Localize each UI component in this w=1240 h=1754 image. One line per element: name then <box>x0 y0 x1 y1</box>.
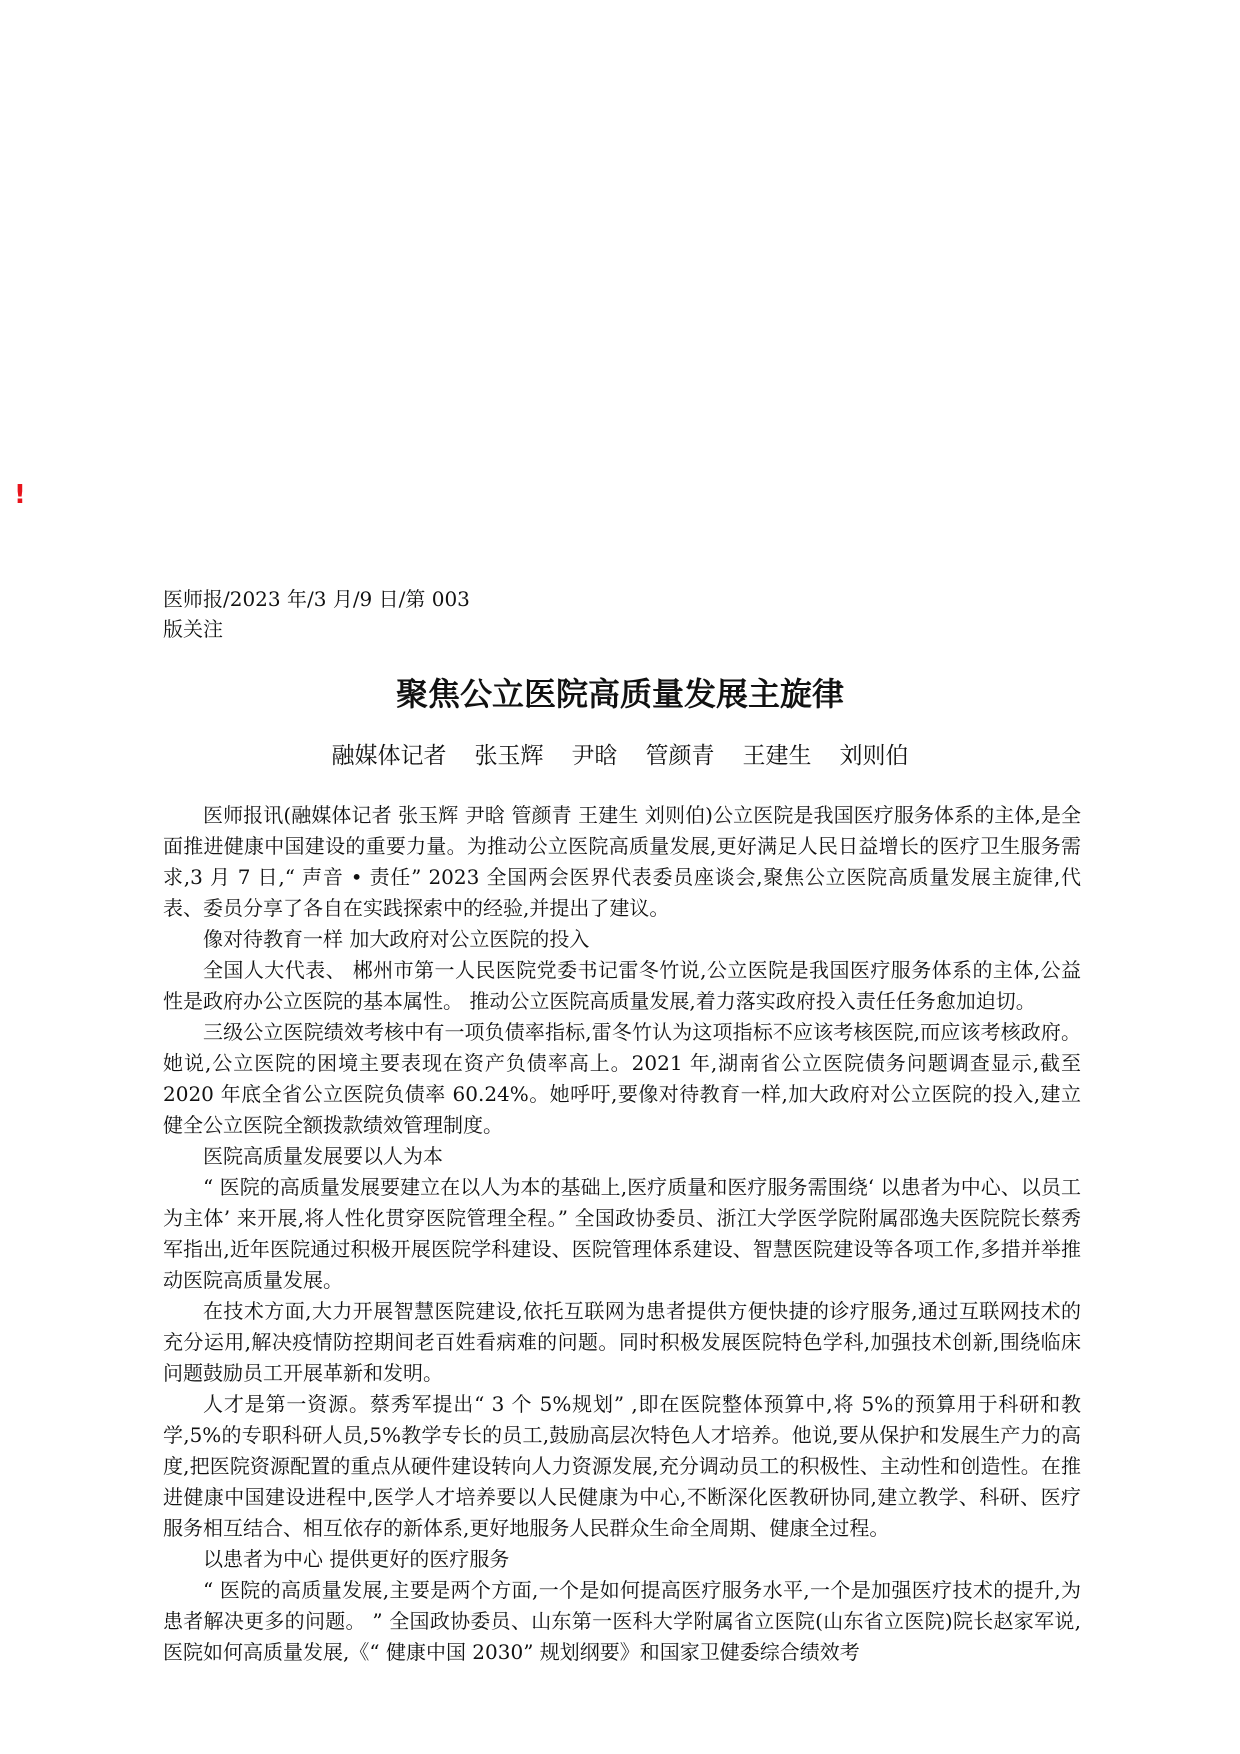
paragraph: 医师报讯(融媒体记者 张玉辉 尹晗 管颜青 王建生 刘则伯)公立医院是我国医疗服务体系的主体,是全面推进健康中国建设的重要力量。为推动公立医院高质量发展,更好满足人民日益增长的医疗卫生服务需求,3 月 7 日,“ 声音 • 责任” 2023 全国两会医界代表委员座谈会,聚焦公立医院高质量发展主旋律,代表、委员分享了各自在实践探索中的经验,并提出了建议。 <box>163 803 1081 920</box>
paragraph: “ 医院的高质量发展要建立在以人为本的基础上,医疗质量和医疗服务需围绕‘ 以患者为中心、以员工为主体’ 来开展,将人性化贯穿医院管理全程。” 全国政协委员、浙江大学医学院附属邵逸夫医院院长蔡秀军指出,近年医院通过积极开展医院学科建设、医院管理体系建设、智慧医院建设等各项工作,多措并举推动医院高质量发展。 <box>163 1175 1081 1292</box>
byline-author: 刘则伯 <box>839 743 909 769</box>
article-body <box>163 800 1081 1668</box>
byline-author: 王建生 <box>742 743 812 769</box>
byline <box>0 740 1240 772</box>
section-subhead: 像对待教育一样 加大政府对公立医院的投入 <box>203 927 590 951</box>
byline-author: 管颜青 <box>645 743 715 769</box>
article-meta <box>163 584 483 644</box>
paragraph: 人才是第一资源。蔡秀军提出“ 3 个 5%规划” ,即在医院整体预算中,将 5%的预算用于科研和教学,5%的专职科研人员,5%教学专长的员工,鼓励高层次特色人才培养。他说,要从保护和发展生产力的高度,把医院资源配置的重点从硬件建设转向人力资源发展,充分调动员工的积极性、主动性和创造性。在推进健康中国建设进程中,医学人才培养要以人民健康为中心,不断深化医教研协同,建立教学、科研、医疗服务相互结合、相互依存的新体系,更好地服务人民群众生命全周期、健康全过程。 <box>163 1392 1081 1540</box>
byline-author: 张玉辉 <box>474 743 544 769</box>
article-title: 聚焦公立医院高质量发展主旋律 <box>395 675 844 713</box>
byline-role: 融媒体记者 <box>331 743 447 769</box>
paragraph: 全国人大代表、 郴州市第一人民医院党委书记雷冬竹说,公立医院是我国医疗服务体系的主体,公益性是政府办公立医院的基本属性。 推动公立医院高质量发展,着力落实政府投入责任任务愈加迫切。 <box>163 958 1081 1013</box>
paragraph: 在技术方面,大力开展智慧医院建设,依托互联网为患者提供方便快捷的诊疗服务,通过互联网技术的充分运用,解决疫情防控期间老百姓看病难的问题。同时积极发展医院特色学科,加强技术创新,围绕临床问题鼓励员工开展革新和发明。 <box>163 1299 1081 1385</box>
red-exclamation-mark: ! <box>14 480 26 510</box>
section-subhead: 以患者为中心 提供更好的医疗服务 <box>203 1547 510 1571</box>
byline-author: 尹晗 <box>571 743 618 769</box>
section-subhead: 医院高质量发展要以人为本 <box>203 1144 443 1168</box>
paragraph: 三级公立医院绩效考核中有一项负债率指标,雷冬竹认为这项指标不应该考核医院,而应该考核政府。她说,公立医院的困境主要表现在资产负债率高上。2021 年,湖南省公立医院债务问题调查显示,截至 2020 年底全省公立医院负债率 60.24%。她呼吁,要像对待教育一样,加大政府对公立医院的投入,建立健全公立医院全额拨款绩效管理制度。 <box>163 1020 1081 1137</box>
section-line: 版关注 <box>163 617 223 641</box>
paragraph: “ 医院的高质量发展,主要是两个方面,一个是如何提高医疗服务水平,一个是加强医疗技术的提升,为患者解决更多的问题。 ” 全国政协委员、山东第一医科大学附属省立医院(山东省立医院)院长赵家军说,医院如何高质量发展,《“ 健康中国 2030” 规划纲要》和国家卫健委综合绩效考 <box>163 1578 1081 1664</box>
source-line: 医师报/2023 年/3 月/9 日/第 003 <box>163 587 470 611</box>
